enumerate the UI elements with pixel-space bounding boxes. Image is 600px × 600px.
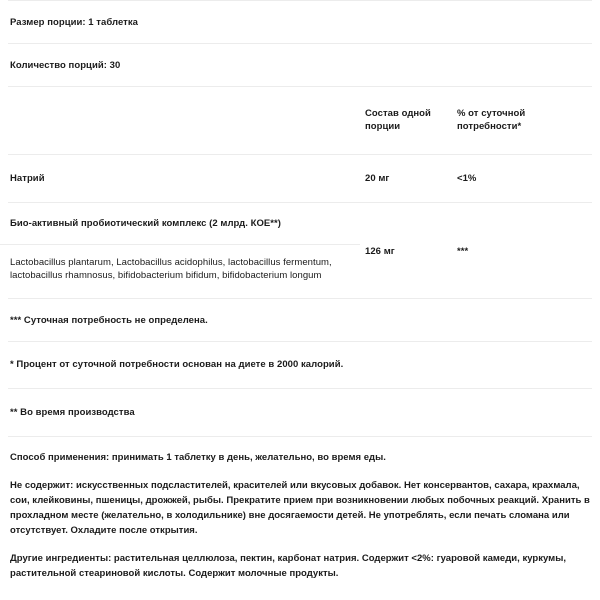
footnote-row xyxy=(0,299,600,341)
serving-size-text: Размер порции: 1 таблетка xyxy=(10,17,139,28)
other-ingredients-text: Другие ингредиенты: растительная целлюлоза, пектин, карбонат натрия. Содержит <2%: гуаровой камеди, куркумы, растительной стеариновой кислоты. Содержит молочные продукты. xyxy=(10,553,567,579)
nutrient-name: Lactobacillus plantarum, Lactobacillus acidophilus, lactobacillus fermentum, lactobacillus rhamnosus, bifidobacterium bifidum, bifidobacterium longum xyxy=(10,257,332,281)
footnote-row xyxy=(0,389,600,436)
servings-per-container-row xyxy=(0,44,600,86)
servings-per-container-text: Количество порций: 30 xyxy=(10,60,121,71)
warnings-block xyxy=(0,465,600,538)
serving-size-row xyxy=(0,1,600,43)
warnings-text: Не содержит: искусственных подсластителей, красителей или вкусовых добавок. Нет консервантов, сахара, крахмала, сои, клейковины, пшеницы, дрожжей, рыбы. Прекратите прием при возникновении любых побочных реакций. Хранить в прохладном месте (желательно, в холодильнике) вне досягаемости детей. Не употреблять, если печать сломана или отсутствует. Охладите после открытия. xyxy=(10,480,590,536)
directions-block xyxy=(0,437,600,465)
column-header-amount-per-serving: Состав одной порции xyxy=(365,108,431,132)
footnote-text: ** Во время производства xyxy=(10,407,135,418)
table-row xyxy=(0,245,600,298)
directions-text: Способ применения: принимать 1 таблетку в день, желательно, во время еды. xyxy=(10,452,386,463)
nutrient-daily-value: <1% xyxy=(457,173,477,184)
nutrient-name: Био-активный пробиотический комплекс (2 млрд. КОЕ**) xyxy=(10,218,282,229)
table-header-row xyxy=(0,87,600,154)
footnote-row xyxy=(0,342,600,388)
table-row xyxy=(0,155,600,202)
column-header-percent-daily-value: % от суточной потребности* xyxy=(457,108,526,132)
other-ingredients-block xyxy=(0,538,600,581)
nutrient-amount: 20 мг xyxy=(365,173,390,184)
table-row xyxy=(0,203,600,244)
nutrient-daily-value: *** xyxy=(457,246,469,257)
nutrient-name: Натрий xyxy=(10,173,45,184)
footnote-text: *** Суточная потребность не определена. xyxy=(10,315,208,326)
footnote-text: * Процент от суточной потребности основан на диете в 2000 калорий. xyxy=(10,359,344,370)
nutrient-amount: 126 мг xyxy=(365,246,395,257)
strain-values-group xyxy=(365,245,468,258)
